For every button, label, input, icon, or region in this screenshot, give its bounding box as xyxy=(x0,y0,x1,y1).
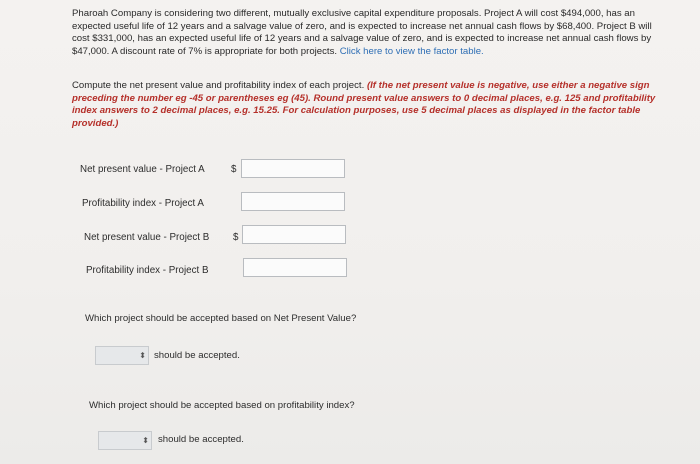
pi-project-select[interactable] xyxy=(98,431,152,450)
npv-project-a-input[interactable] xyxy=(241,159,345,178)
npv-project-a-currency: $ xyxy=(231,164,237,175)
select-arrows-icon: ⬍ xyxy=(139,350,146,360)
pi-accepted-text: should be accepted. xyxy=(158,434,244,445)
pi-project-a-label: Profitability index - Project A xyxy=(82,198,204,209)
problem-statement xyxy=(72,8,662,58)
npv-project-a-label: Net present value - Project A xyxy=(80,164,205,175)
pi-project-b-label: Profitability index - Project B xyxy=(86,265,209,276)
instructions-rounding-note: (If the net present value is negative, use either a negative sign preceding the number eg -45 or parentheses eg (45). Round present value answers to 0 decimal places, e.g. 125 and profitability index answers to 2 decimal places, e.g. 15.25. For calculation purposes, use 5 decimal places as displayed in the factor table provided.) xyxy=(72,80,656,129)
npv-accepted-text: should be accepted. xyxy=(154,350,240,361)
npv-question: Which project should be accepted based on Net Present Value? xyxy=(85,313,357,324)
pi-project-b-input[interactable] xyxy=(243,258,347,277)
npv-project-b-input[interactable] xyxy=(242,225,346,244)
problem-intro-text: Pharoah Company is considering two different, mutually exclusive capital expenditure proposals. Project A will cost $494,000, has an expected useful life of 12 years and a salvage value of zero, and is expected to increase net annual cash flows by $68,400. Project B will cost $331,000, has an expected useful life of 12 years and a salvage value of zero, and is expected to increase net annual cash flows by $47,000. A discount rate of 7% is appropriate for both projects. xyxy=(72,8,652,57)
pi-project-a-input[interactable] xyxy=(241,192,345,211)
instructions-main: Compute the net present value and profitability index of each project. xyxy=(72,80,365,91)
select-arrows-icon: ⬍ xyxy=(142,435,149,445)
npv-project-b-label: Net present value - Project B xyxy=(84,232,210,243)
npv-project-b-currency: $ xyxy=(233,232,239,243)
npv-project-select[interactable] xyxy=(95,346,149,365)
pi-question: Which project should be accepted based on profitability index? xyxy=(89,400,355,411)
factor-table-link[interactable]: Click here to view the factor table. xyxy=(339,45,484,57)
instructions xyxy=(72,80,662,130)
